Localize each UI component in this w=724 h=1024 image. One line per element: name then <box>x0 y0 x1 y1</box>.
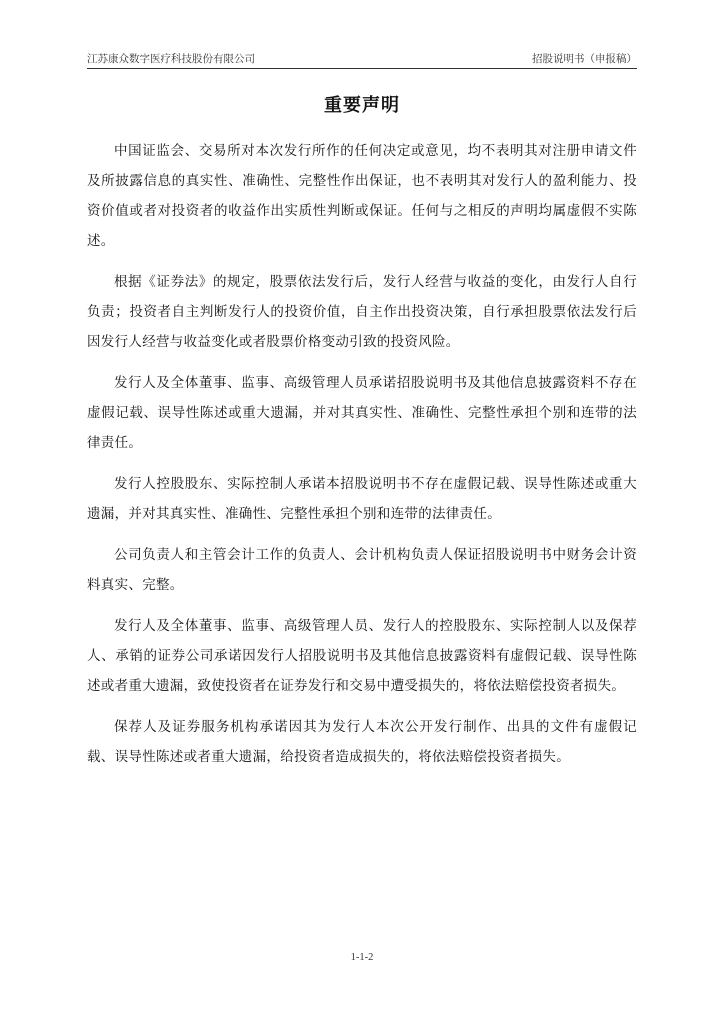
statement-paragraph: 保荐人及证券服务机构承诺因其为发行人本次公开发行制作、出具的文件有虚假记载、误导性陈述或者重大遗漏，给投资者造成损失的，将依法赔偿投资者损失。 <box>87 719 637 765</box>
statement-paragraph: 发行人及全体董事、监事、高级管理人员、发行人的控股股东、实际控制人以及保荐人、承销的证券公司承诺因发行人招股说明书及其他信息披露资料有虚假记载、误导性陈述或者重大遗漏，致使投资者在证券发行和交易中遭受损失的，将依法赔偿投资者损失。 <box>87 618 637 694</box>
statement-paragraph: 发行人及全体董事、监事、高级管理人员承诺招股说明书及其他信息披露资料不存在虚假记载、误导性陈述或重大遗漏，并对其真实性、准确性、完整性承担个别和连带的法律责任。 <box>87 375 637 451</box>
page-header <box>87 52 637 69</box>
page-number: 1-1-2 <box>350 952 374 963</box>
statement-body <box>87 136 637 783</box>
statement-paragraph: 根据《证券法》的规定，股票依法发行后，发行人经营与收益的变化，由发行人自行负责；投资者自主判断发行人的投资价值，自主作出投资决策，自行承担股票依法发行后因发行人经营与收益变化或者股票价格变动引致的投资风险。 <box>87 274 637 350</box>
page-title: 重要声明 <box>324 95 400 116</box>
statement-paragraph: 发行人控股股东、实际控制人承诺本招股说明书不存在虚假记载、误导性陈述或重大遗漏，并对其真实性、准确性、完整性承担个别和连带的法律责任。 <box>87 476 637 522</box>
statement-paragraph: 公司负责人和主管会计工作的负责人、会计机构负责人保证招股说明书中财务会计资料真实、完整。 <box>87 547 637 593</box>
statement-paragraph: 中国证监会、交易所对本次发行所作的任何决定或意见，均不表明其对注册申请文件及所披露信息的真实性、准确性、完整性作出保证，也不表明其对发行人的盈利能力、投资价值或者对投资者的收益作出实质性判断或保证。任何与之相反的声明均属虚假不实陈述。 <box>87 143 637 249</box>
header-document-type: 招股说明书（申报稿） <box>532 53 637 65</box>
header-company-name: 江苏康众数字医疗科技股份有限公司 <box>87 53 255 65</box>
